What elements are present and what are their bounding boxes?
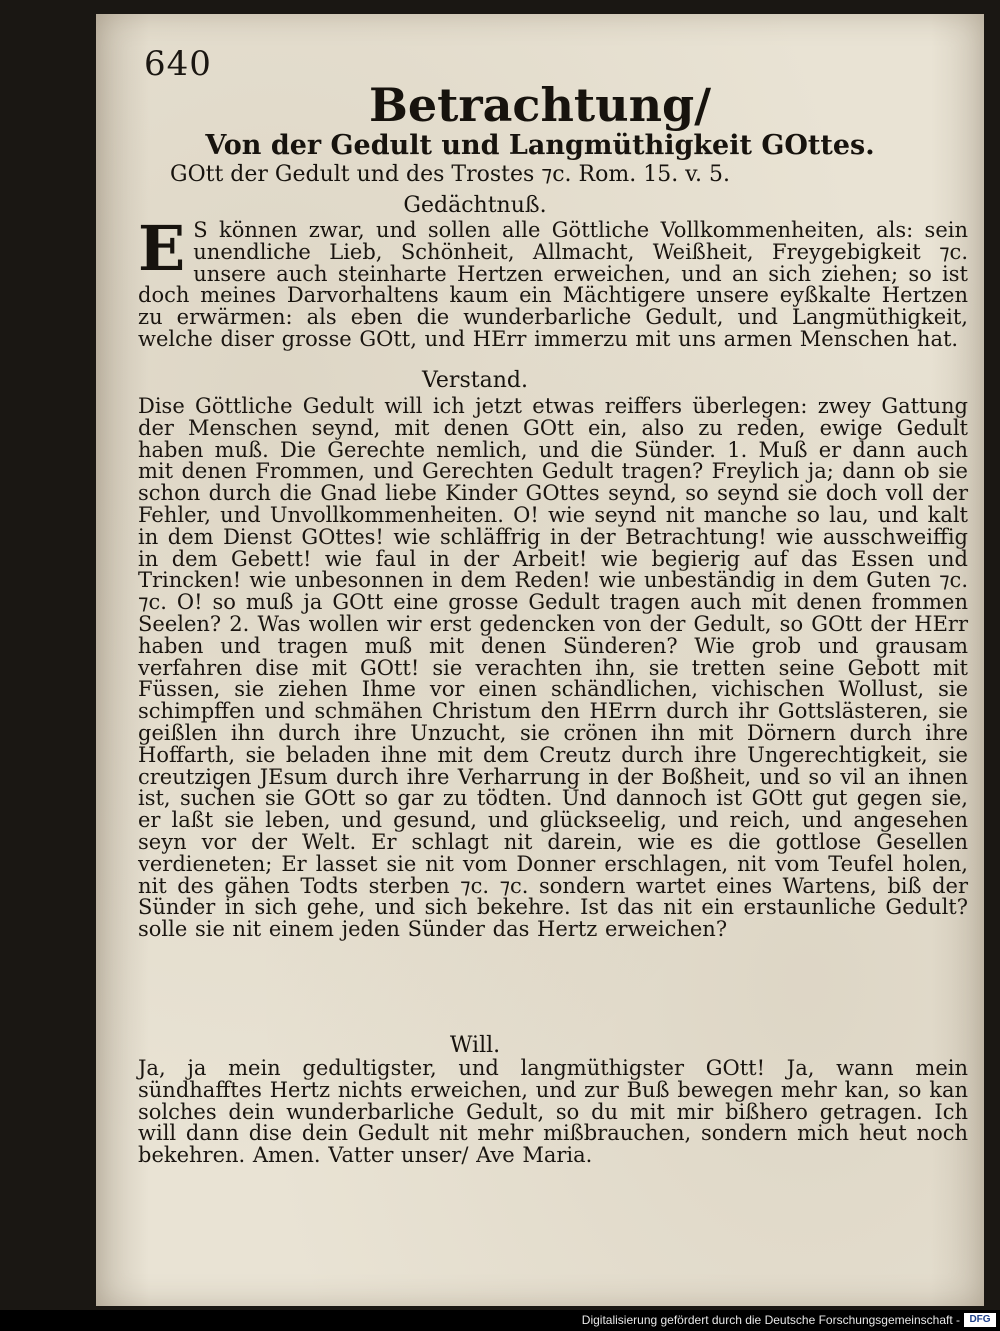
page-number: 640 [144,44,212,84]
paragraph-voluntas: Ja, ja mein gedultigster, und langmüthigster GOtt! Ja, wann mein sündhafftes Hertz nichts erweichen, und zur Buß bewegen mehr kan, so kan solches dein wunderbarliche Gedult, so du mit mir bißhero getragen. Ich will dann dise dein Gedult nit mehr mißbrauchen, sondern mich heut noch bekehren. Amen. Vatter unser/ Ave Maria. [138,1056,968,1168]
page-subtitle: Von der Gedult und Langmüthigkeit GOttes. [205,130,875,161]
paragraph-memoria-text: S können zwar, und sollen alle Göttliche Vollkommenheiten, als: sein unendliche Lieb, Schönheit, Allmacht, Weißheit, Freygebigkeit ⁊c. unsere auch steinharte Hertzen erweichen, und an sich ziehen; so ist doch meines Darvorhaltens kaum ein Mächtigere unsere eyßkalte Hertzen zu erwärmen: als eben die wunderbarliche Gedult, und Langmüthigkeit, welche diser grosse GOtt, und HErr immerzu mit uns armen Menschen hat. [138,218,968,351]
dfg-logo: DFG [964,1313,996,1327]
paragraph-intellectus: Dise Göttliche Gedult will ich jetzt etwas reiffers überlegen: zwey Gattung der Menschen seynd, mit denen GOtt ein, also zu reden, ewige Gedult haben muß. Die Gerechte nemlich, und die Sünder. 1. Muß er dann auch mit denen Frommen, und Gerechten Gedult tragen? Freylich ja; dann ob sie schon durch die Gnad liebe Kinder GOttes seynd, so seynd sie doch voll der Fehler, und Unvollkommenheiten. O! wie seynd nit manche so lau, und kalt in dem Dienst GOttes! wie schläffrig in der Betrachtung! wie ausschweiffig in dem Gebett! wie faul in der Arbeit! wie begierig auf das Essen und Trincken! wie unbesonnen in dem Reden! wie unbeständig in dem Guten ⁊c. ⁊c. O! so muß ja GOtt eine grosse Gedult tragen auch mit denen frommen Seelen? 2. Was wollen wir erst gedencken von der Gedult, so GOtt der HErr haben und tragen muß mit denen Sünderen? Wie grob und grausam verfahren dise mit GOtt! sie verachten ihn, sie tretten seine Gebott mit Füssen, sie ziehen Ihme vor einen schändlichen, vichischen Wollust, sie schimpffen und schmähen Christum den HErrn durch ihr Gottslästeren, sie geißlen ihn durch ihre Unzucht, sie crönen ihn mit Dörnern durch ihre Hoffarth, sie beladen ihne mit dem Creutz durch ihre Ungerechtigkeit, sie creutzigen JEsum durch ihre Verharrung in der Boßheit, und so vil an ihnen ist, suchen sie GOtt so gar zu tödten. Und dannoch ist GOtt gut gegen sie, er laßt sie leben, und gesund, und glückseelig, und reich, und angesehen seyn vor der Welt. Er schlagt nit darein, wie es die gottlose Gesellen verdieneten; Er lasset sie nit vom Donner erschlagen, nit vom Teufel holen, nit des gähen Todts sterben ⁊c. ⁊c. sondern wartet eines Wartens, biß der Sünder in sich gehe, und sich bekehre. Ist das nit ein erstaunliche Gedult? solle sie nit einem jeden Sünder das Hertz erweichen? [138,394,968,942]
footer-bar [0,1310,1000,1331]
section-heading-intellectus: Verstand. [422,368,528,393]
section-heading-voluntas: Will. [449,1033,501,1058]
section-heading-memoria: Gedächtnuß. [403,193,547,218]
scripture-motto: GOtt der Gedult und des Trostes ⁊c. Rom. 15. v. 5. [170,162,730,187]
page-title: Betrachtung/ [369,78,711,132]
funding-credit: Digitalisierung gefördert durch die Deutsche Forschungsgemeinschaft - [581,1313,960,1327]
paragraph-memoria [138,212,968,380]
drop-cap-initial: E [138,212,186,285]
